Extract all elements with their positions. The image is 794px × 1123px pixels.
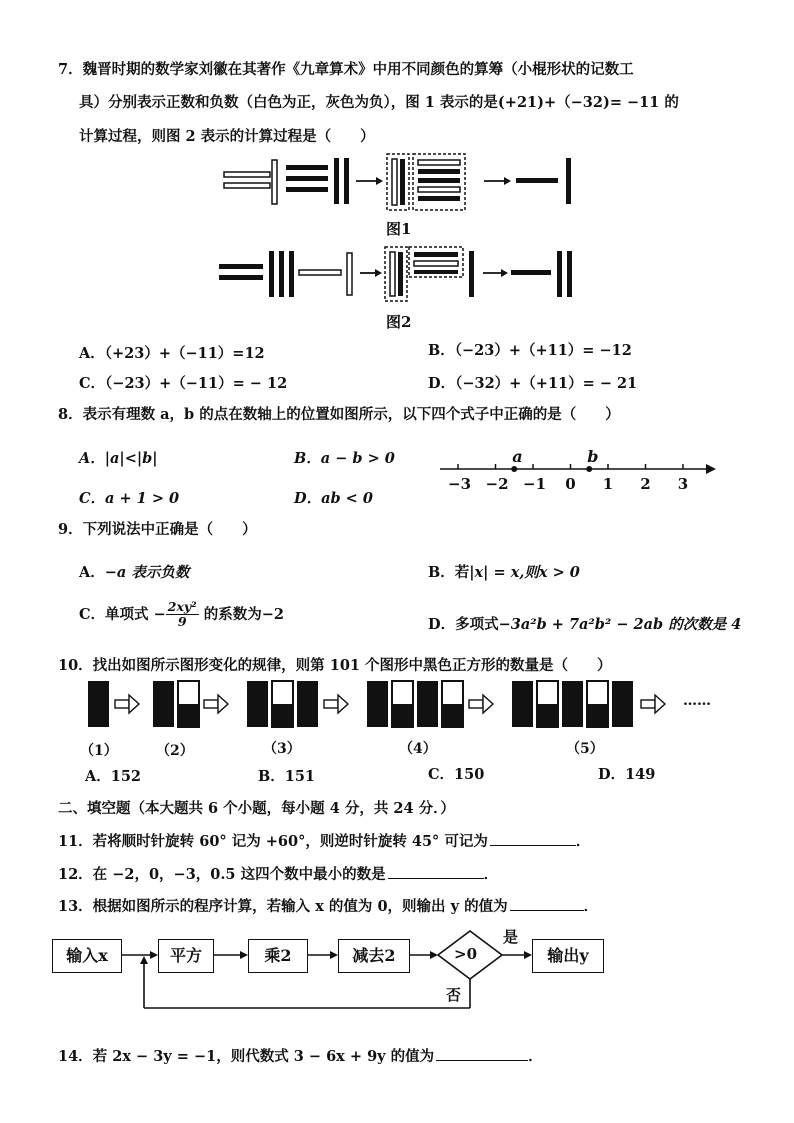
flow-no-label: 否 <box>446 986 462 1004</box>
q11-end: ． <box>575 833 591 850</box>
q8-stem: 8．表示有理数 a，b 的点在数轴上的位置如图所示，以下四个式子中正确的是（ ） <box>58 406 620 423</box>
q7-option-c: C．（−23）+（−11）= − 12 <box>79 375 288 392</box>
q10-label-1: （1） <box>80 743 118 759</box>
q10-option-a: A．152 <box>85 768 142 785</box>
figure-1-counting-rods <box>220 150 580 212</box>
q10-ellipsis: …… <box>683 693 711 709</box>
q10-label-5: （5） <box>566 741 604 757</box>
q12-end: ． <box>483 866 499 883</box>
q9-option-b-text: |x| = x,则x > 0 <box>469 564 580 581</box>
q11 <box>58 830 590 851</box>
q10-label-3: （3） <box>263 741 301 757</box>
figure-2-caption: 图2 <box>386 313 412 331</box>
q9-option-b <box>428 561 580 582</box>
q10-pattern-figures <box>85 678 715 730</box>
axis-point-label-b: b <box>587 447 599 466</box>
flow-minus2-box: 减去2 <box>338 939 410 973</box>
q11-text: 11．若将顺时针旋转 60° 记为 +60°，则逆时针旋转 45° 可记为 <box>58 833 488 850</box>
q9-stem: 9．下列说法中正确是（ ） <box>58 521 257 538</box>
q9-option-a-text: −a 表示负数 <box>104 564 190 581</box>
q7-line2: 具）分别表示正数和负数（白色为正，灰色为负），图 1 表示的是(+21)+（−32)= −11 的 <box>79 94 679 111</box>
q11-answer-blank[interactable] <box>490 833 576 846</box>
axis-tick-label: 2 <box>640 475 651 493</box>
hollow-arrow <box>115 695 139 713</box>
q10-label-4: （4） <box>399 741 437 757</box>
q9-option-c <box>79 600 284 630</box>
axis-tick-label: −2 <box>485 475 509 493</box>
axis-tick-label: 3 <box>677 475 689 493</box>
figure-1-caption: 图1 <box>386 220 412 238</box>
q8-option-b: B．a − b > 0 <box>294 450 395 467</box>
q7-line1: 7．魏晋时期的数学家刘徽在其著作《九章算术》中用不同颜色的算筹（小棍形状的记数工 <box>58 61 634 78</box>
q9-fraction-denominator: 9 <box>177 614 187 630</box>
flow-condition: >0 <box>454 945 478 963</box>
q10-label-2: （2） <box>156 743 194 759</box>
q9-fraction-numerator: 2xy² <box>167 599 197 614</box>
q14-answer-blank[interactable] <box>436 1048 528 1061</box>
q12-text: 12．在 −2，0，−3，0.5 这四个数中最小的数是 <box>58 866 386 883</box>
axis-tick-label: −3 <box>448 475 472 493</box>
axis-point-b <box>586 466 592 472</box>
figure-2-counting-rods <box>215 243 580 303</box>
axis-tick-label: −1 <box>523 475 547 493</box>
q7-option-d: D．（−32）+（+11）= − 21 <box>428 375 638 392</box>
q9-option-c-tail: 的系数为−2 <box>203 605 284 623</box>
axis-tick-label: 1 <box>602 475 614 493</box>
number-line <box>440 448 716 496</box>
q14-end: ． <box>528 1048 543 1065</box>
axis-point-a <box>511 466 517 472</box>
q10-option-c: C．150 <box>428 766 485 783</box>
q9-option-a <box>79 561 189 582</box>
q13-text: 13．根据如图所示的程序计算，若输入 x 的值为 0，则输出 y 的值为 <box>58 898 508 915</box>
q14-text: 14．若 2x − 3y = −1，则代数式 3 − 6x + 9y 的值为 <box>58 1048 435 1065</box>
axis-tick-label: 0 <box>565 475 576 493</box>
q13-end: ． <box>583 898 599 915</box>
q9-option-d-label: D．多项式 <box>428 616 499 633</box>
q10-option-d: D．149 <box>598 766 656 783</box>
q9-option-c-label: C．单项式 − <box>79 605 166 623</box>
q9-option-d <box>428 613 741 634</box>
q9-option-a-label: A． <box>79 564 105 581</box>
flow-output-box: 输出y <box>532 939 604 973</box>
q8-option-d: D．ab < 0 <box>294 490 373 507</box>
flow-yes-label: 是 <box>503 928 519 946</box>
q13 <box>58 895 598 916</box>
q9-option-b-label: B．若 <box>428 564 470 581</box>
flow-times2-box: 乘2 <box>248 939 308 973</box>
q13-answer-blank[interactable] <box>510 898 584 911</box>
flow-square-box: 平方 <box>158 939 214 973</box>
q10-option-b: B．151 <box>258 768 316 785</box>
q10-stem: 10．找出如图所示图形变化的规律，则第 101 个图形中黑色正方形的数量是（ ） <box>58 657 612 674</box>
q9-option-d-text: −3a²b + 7a²b² − 2ab 的次数是 4 <box>498 616 742 633</box>
flow-input-box: 输入x <box>52 939 122 973</box>
section-2-title: 二、填空题（本大题共 6 个小题，每小题 4 分，共 24 分．） <box>58 800 455 817</box>
q8-option-c: C．a + 1 > 0 <box>79 490 180 507</box>
q14 <box>58 1045 543 1066</box>
q7-line3: 计算过程，则图 2 表示的计算过程是（ ） <box>79 128 375 145</box>
q7-option-b: B．（−23）+（+11）= −12 <box>428 342 632 359</box>
q12-answer-blank[interactable] <box>388 866 484 879</box>
q9-option-c-fraction <box>166 600 199 630</box>
axis-point-label-a: a <box>512 447 523 466</box>
q7-option-a: A．（+23）+（−11）=12 <box>79 345 265 362</box>
q12 <box>58 863 498 884</box>
q8-option-a: A．|a|<|b| <box>79 450 158 467</box>
